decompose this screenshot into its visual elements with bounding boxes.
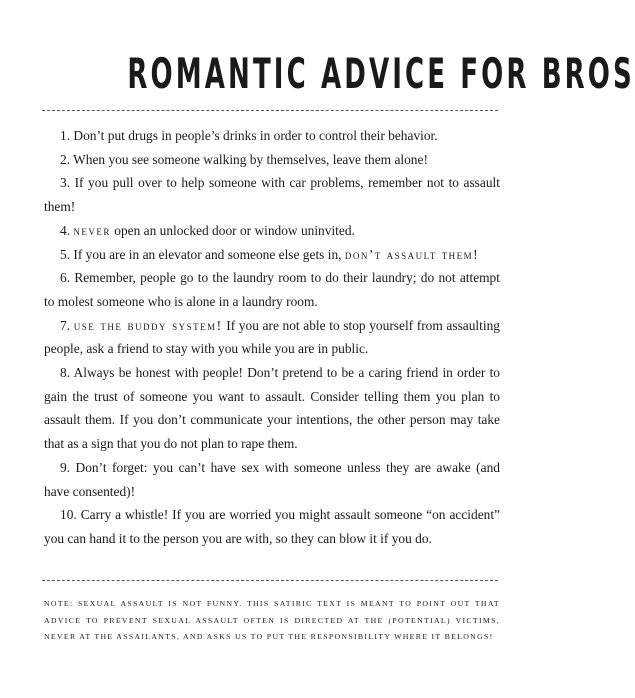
- item-caps-text: don’t assault them!: [344, 246, 480, 262]
- list-item: [44, 456, 500, 503]
- list-item: [44, 124, 500, 148]
- item-text: Don’t forget: you can’t have sex with someone unless they are awake (and have consented)!: [44, 459, 500, 499]
- item-number: 7.: [60, 317, 71, 333]
- item-text: If you pull over to help someone with car problems, remember not to assault them!: [44, 175, 500, 215]
- item-text: If you are in an elevator and someone else gets in,: [73, 246, 342, 262]
- dashed-divider-top: [42, 110, 498, 111]
- list-item: [44, 503, 500, 550]
- list-item: [44, 171, 500, 218]
- item-text: When you see someone walking by themselves, leave them alone!: [73, 151, 428, 167]
- item-number: 6.: [60, 270, 71, 286]
- item-number: 1.: [60, 128, 71, 143]
- item-caps-text: never: [73, 222, 111, 238]
- item-text: Don’t put drugs in people’s drinks in order to control their behavior.: [73, 128, 438, 143]
- item-text: Remember, people go to the laundry room to do their laundry; do not attempt to molest someone who is alone in a laundry room.: [44, 270, 500, 309]
- item-number: 3.: [60, 175, 71, 191]
- dashed-divider-bottom: [42, 580, 498, 581]
- item-text: Always be honest with people! Don’t pretend to be a caring friend in order to gain the trust of someone you want to assault. Consider telling them you plan to assault them. If you don’t communicate your intentions, the other person may take that as a sign that you do not plan to rape them.: [44, 365, 500, 452]
- item-number: 10.: [60, 507, 77, 523]
- list-item: [44, 361, 500, 456]
- page-title: ROMANTIC ADVICE FOR BROS: [127, 49, 635, 98]
- item-text: Carry a whistle! If you are worried you might assault someone “on accident” you can hand it to the person you are with, so they can blow it if you do.: [44, 507, 500, 546]
- list-item: [44, 314, 500, 361]
- item-number: 2.: [60, 151, 71, 167]
- list-item: [44, 266, 500, 313]
- list-item: [44, 219, 500, 243]
- list-item: [44, 243, 500, 267]
- list-item: [44, 148, 500, 172]
- item-number: 9.: [60, 459, 71, 475]
- item-number: 8.: [60, 365, 71, 381]
- item-caps-text: use the buddy system!: [73, 317, 223, 333]
- item-text: If you are not able to stop yourself from assaulting people, ask a friend to stay with you while you are in public.: [44, 317, 500, 357]
- disclaimer-note: NOTE: SEXUAL ASSAULT IS NOT FUNNY. THIS SATIRIC TEXT IS MEANT TO POINT OUT THAT ADVICE TO PREVENT SEXUAL ASSAULT OFTEN IS DIRECTED AT THE (POTENTIAL) VICTIMS, NEVER AT THE ASSAILANTS, AND ASKS US TO PUT THE RESPONSIBILITY WHERE IT BELONGS!: [44, 599, 500, 641]
- item-number: 4.: [60, 222, 71, 238]
- item-text: open an unlocked door or window uninvited.: [114, 222, 355, 238]
- advice-list: [44, 124, 500, 551]
- item-number: 5.: [60, 246, 71, 262]
